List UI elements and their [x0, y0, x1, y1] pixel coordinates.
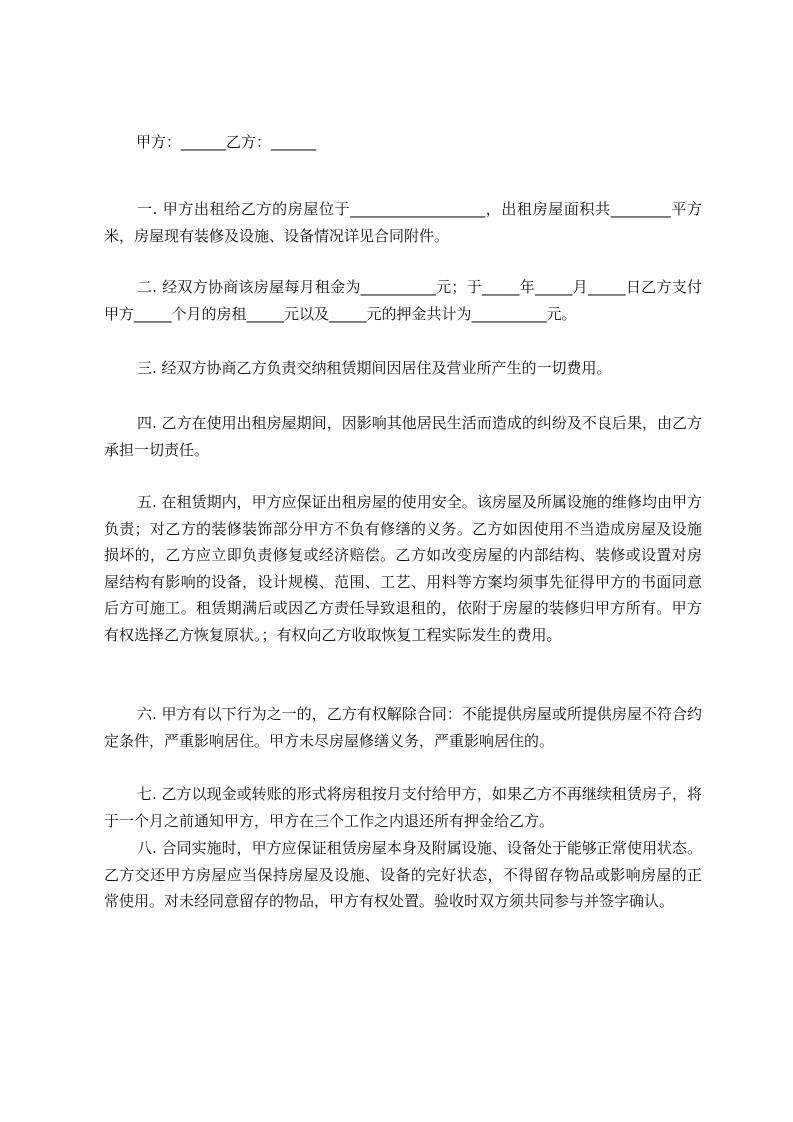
- clause-8: 八. 合同实施时，甲方应保证租赁房屋本身及附属设施、设备处于能够正常使用状态。乙方交还甲方房屋应当保持房屋及设施、设备的完好状态，不得留存物品或影响房屋的正常使用。对未经同意留存的物品，甲方有权处置。验收时双方须共同参与并签字确认。: [104, 839, 702, 910]
- parties-line: 甲方：______乙方：______: [136, 133, 317, 151]
- clause-2: 二. 经双方协商该房屋每月租金为__________元；于_____年_____月_____日乙方支付甲方_____个月的房租_____元以及_____元的押金共计为__________元。: [104, 278, 702, 323]
- clause-6: 六. 甲方有以下行为之一的，乙方有权解除合同：不能提供房屋或所提供房屋不符合约定条件，严重影响居住。甲方未尽房屋修缮义务，严重影响居住的。: [104, 705, 702, 750]
- clause-3: 三. 经双方协商乙方负责交纳租赁期间因居住及营业所产生的一切费用。: [137, 359, 612, 377]
- clause-7: 七. 乙方以现金或转账的形式将房租按月支付给甲方，如果乙方不再继续租赁房子，将于一个月之前通知甲方，甲方在三个工作之内退还所有押金给乙方。: [104, 785, 702, 830]
- clause-1: 一. 甲方出租给乙方的房屋位于__________________，出租房屋面积共________平方米，房屋现有装修及设施、设备情况详见合同附件。: [104, 200, 702, 245]
- clause-5: 五. 在租赁期内，甲方应保证出租房屋的使用安全。该房屋及所属设施的维修均由甲方负责；对乙方的装修装饰部分甲方不负有修缮的义务。乙方如因使用不当造成房屋及设施损坏的，乙方应立即负责修复或经济赔偿。乙方如改变房屋的内部结构、装修或设置对房屋结构有影响的设备，设计规模、范围、工艺、用料等方案均须事先征得甲方的书面同意后方可施工。租赁期满后或因乙方责任导致退租的，依附于房屋的装修归甲方所有。甲方有权选择乙方恢复原状。；有权向乙方收取恢复工程实际发生的费用。: [104, 493, 702, 644]
- clause-4: 四. 乙方在使用出租房屋期间，因影响其他居民生活而造成的纠纷及不良后果，由乙方承担一切责任。: [104, 414, 702, 459]
